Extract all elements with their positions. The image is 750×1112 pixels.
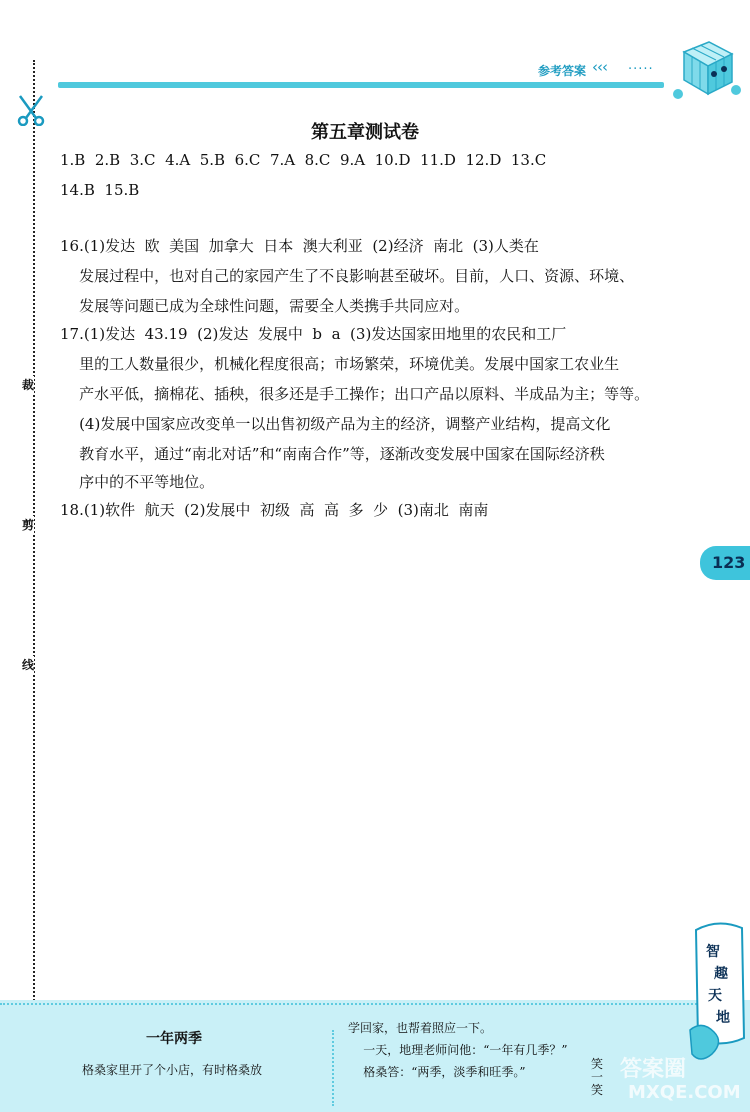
bottom-divider	[0, 1003, 700, 1005]
joke-right-line: 一天，地理老师问他：“一年有几季？”	[348, 1043, 568, 1057]
joke-vertical-label: 笑一笑	[591, 1057, 604, 1097]
side-deco-char: 趣	[714, 966, 728, 982]
header-label: 参考答案	[538, 64, 587, 78]
answer-line: 序中的不平等地位。	[60, 473, 215, 491]
side-deco-char: 智	[706, 944, 720, 960]
cut-mark-xian: 线	[22, 658, 35, 672]
answer-line: 16.(1)发达 欧 美国 加拿大 日本 澳大利亚 (2)经济 南北 (3)人类在	[60, 237, 539, 255]
answer-line: 1.B 2.B 3.C 4.A 5.B 6.C 7.A 8.C 9.A 10.D 11.D 12.D 13.C	[60, 151, 547, 169]
cut-line	[33, 60, 35, 1060]
answer-line: 产水平低，摘棉花、插秧，很多还是手工操作；出口产品以原料、半成品为主；等等。	[60, 385, 650, 403]
cube-mascot-icon	[664, 22, 744, 102]
watermark-text: 答案圈	[620, 1057, 687, 1082]
bottom-column-divider	[332, 1030, 334, 1106]
watermark-url: MXQE.COM	[628, 1082, 741, 1103]
answer-line: 18.(1)软件 航天 (2)发展中 初级 高 高 多 少 (3)南北 南南	[60, 501, 489, 519]
scroll-decoration-icon	[688, 918, 750, 1068]
answer-line: 发展过程中，也对自己的家园产生了不良影响甚至破坏。目前，人口、资源、环境、	[60, 267, 635, 285]
side-deco-char: 地	[716, 1010, 730, 1026]
answer-line: 里的工人数量很少，机械化程度很高；市场繁荣，环境优美。发展中国家工农业生	[60, 355, 620, 373]
cut-mark-cai: 裁	[22, 378, 35, 392]
answer-line: 17.(1)发达 43.19 (2)发达 发展中 b a (3)发达国家田地里的农民和工厂	[60, 325, 567, 343]
header-dots: ·····	[628, 62, 654, 77]
joke-left-text: 格桑家里开了个小店，有时格桑放	[82, 1063, 263, 1077]
answer-line: 14.B 15.B	[60, 181, 140, 199]
joke-right-line: 学回家，也帮着照应一下。	[348, 1021, 493, 1035]
header-bar	[58, 82, 664, 88]
joke-title: 一年两季	[146, 1031, 202, 1047]
page-title: 第五章测试卷	[311, 122, 419, 143]
answer-line: (4)发展中国家应改变单一以出售初级产品为主的经济，调整产业结构，提高文化	[60, 415, 611, 433]
header-arrows: ‹‹‹	[592, 58, 607, 76]
joke-right-line: 格桑答：“两季，淡季和旺季。”	[348, 1065, 526, 1079]
answer-line: 发展等问题已成为全球性问题，需要全人类携手共同应对。	[60, 297, 470, 315]
page-number: 123	[712, 553, 746, 572]
side-deco-char: 天	[708, 988, 722, 1004]
answer-line: 教育水平，通过“南北对话”和“南南合作”等，逐渐改变发展中国家在国际经济秩	[60, 445, 605, 463]
cut-mark-jian: 剪	[22, 518, 35, 532]
